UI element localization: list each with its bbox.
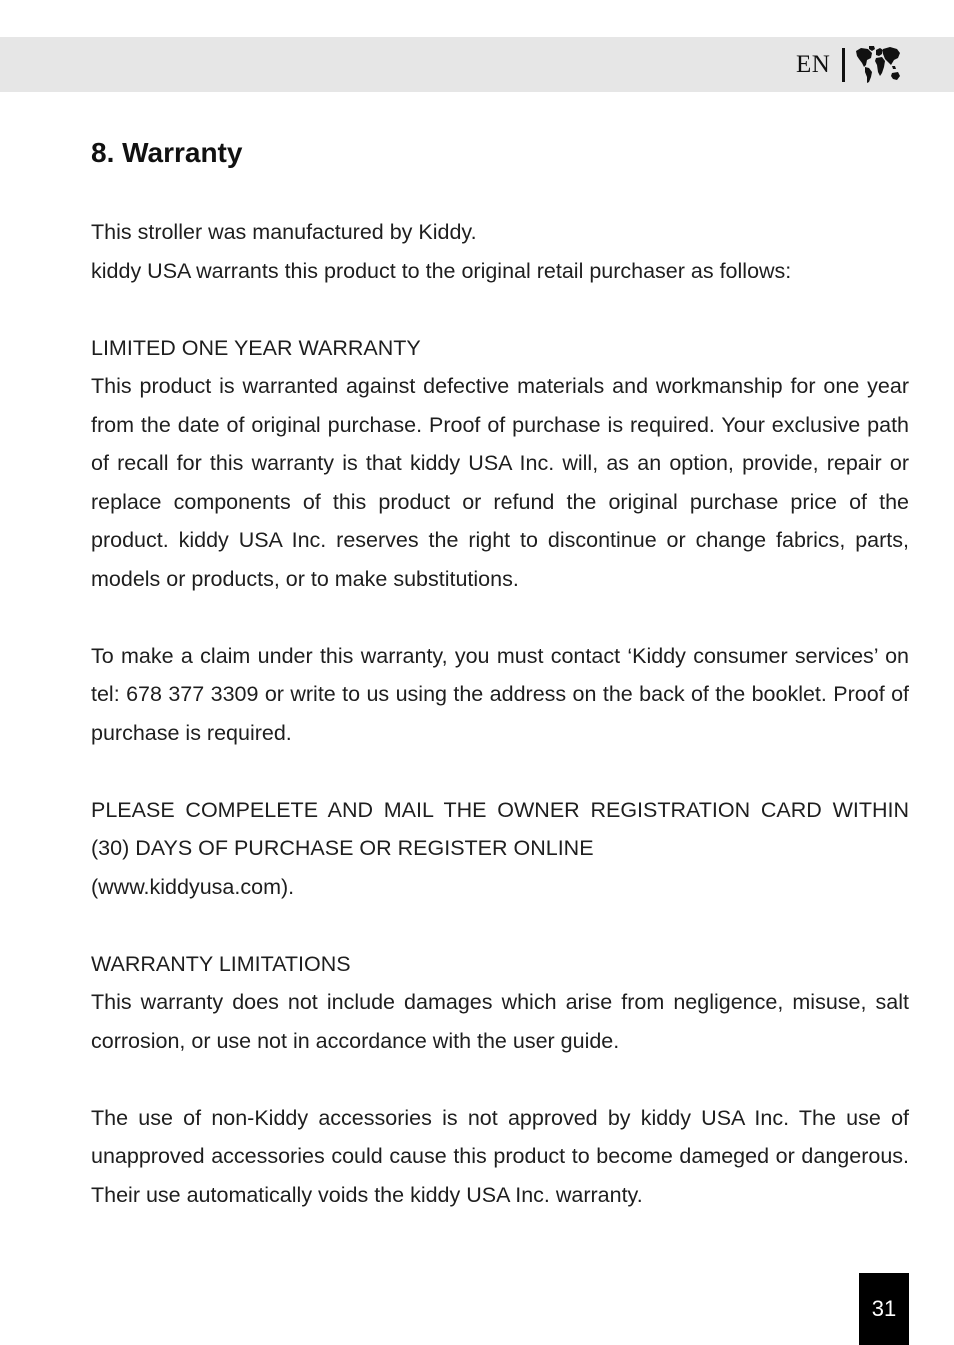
page-number (859, 1273, 909, 1345)
section-title: 8. Warranty (91, 137, 243, 168)
paragraph-gap (91, 598, 909, 637)
claim-text: To make a claim under this warranty, you must contact ‘Kiddy consumer services’ on tel: 678 377 3309 or write to us using the address on the back of the booklet. Proof of purchase is required. (91, 643, 909, 745)
page-number-label: 31 (871, 1296, 897, 1321)
paragraph-gap (91, 752, 909, 791)
limited-warranty-text: This product is warranted against defective materials and workmanship for one year from the date of original purchase. Proof of purchase is required. Your exclusive path of recall for this warranty is that kiddy USA Inc. will, as an option, provide, repair or replace components of this product or refund the original purchase price of the product. kiddy USA Inc. reserves the right to discontinue or change fabrics, parts, models or products, or to make substitutions. (91, 374, 909, 591)
language-divider (842, 48, 845, 82)
paragraph-gap (91, 290, 909, 329)
language-code: EN (796, 51, 831, 78)
limitations-text: This warranty does not include damages which arise from negligence, misuse, salt corrosion, or use not in accordance with the user guide. (91, 990, 909, 1053)
accessories-text: The use of non-Kiddy accessories is not approved by kiddy USA Inc. The use of unapproved accessories could cause this product to become dameged or dangerous. Their use automatically voids the kiddy USA Inc. warranty. (91, 1105, 909, 1207)
limitations-heading: WARRANTY LIMITATIONS (91, 951, 351, 976)
warranty-content (91, 213, 909, 1214)
paragraph-gap (91, 906, 909, 945)
registration-url: (www.kiddyusa.com). (91, 874, 295, 899)
language-indicator (796, 44, 901, 86)
paragraph-gap (91, 1060, 909, 1099)
intro-line-2: kiddy USA warrants this product to the original retail purchaser as follows: (91, 258, 792, 283)
world-map-icon (855, 45, 901, 85)
intro-line-1: This stroller was manufactured by Kiddy. (91, 220, 477, 244)
limited-warranty-heading: LIMITED ONE YEAR WARRANTY (91, 335, 421, 360)
registration-text: PLEASE COMPELETE AND MAIL THE OWNER REGISTRATION CARD WITHIN (30) DAYS OF PURCHASE OR REGISTER ONLINE (91, 797, 909, 860)
